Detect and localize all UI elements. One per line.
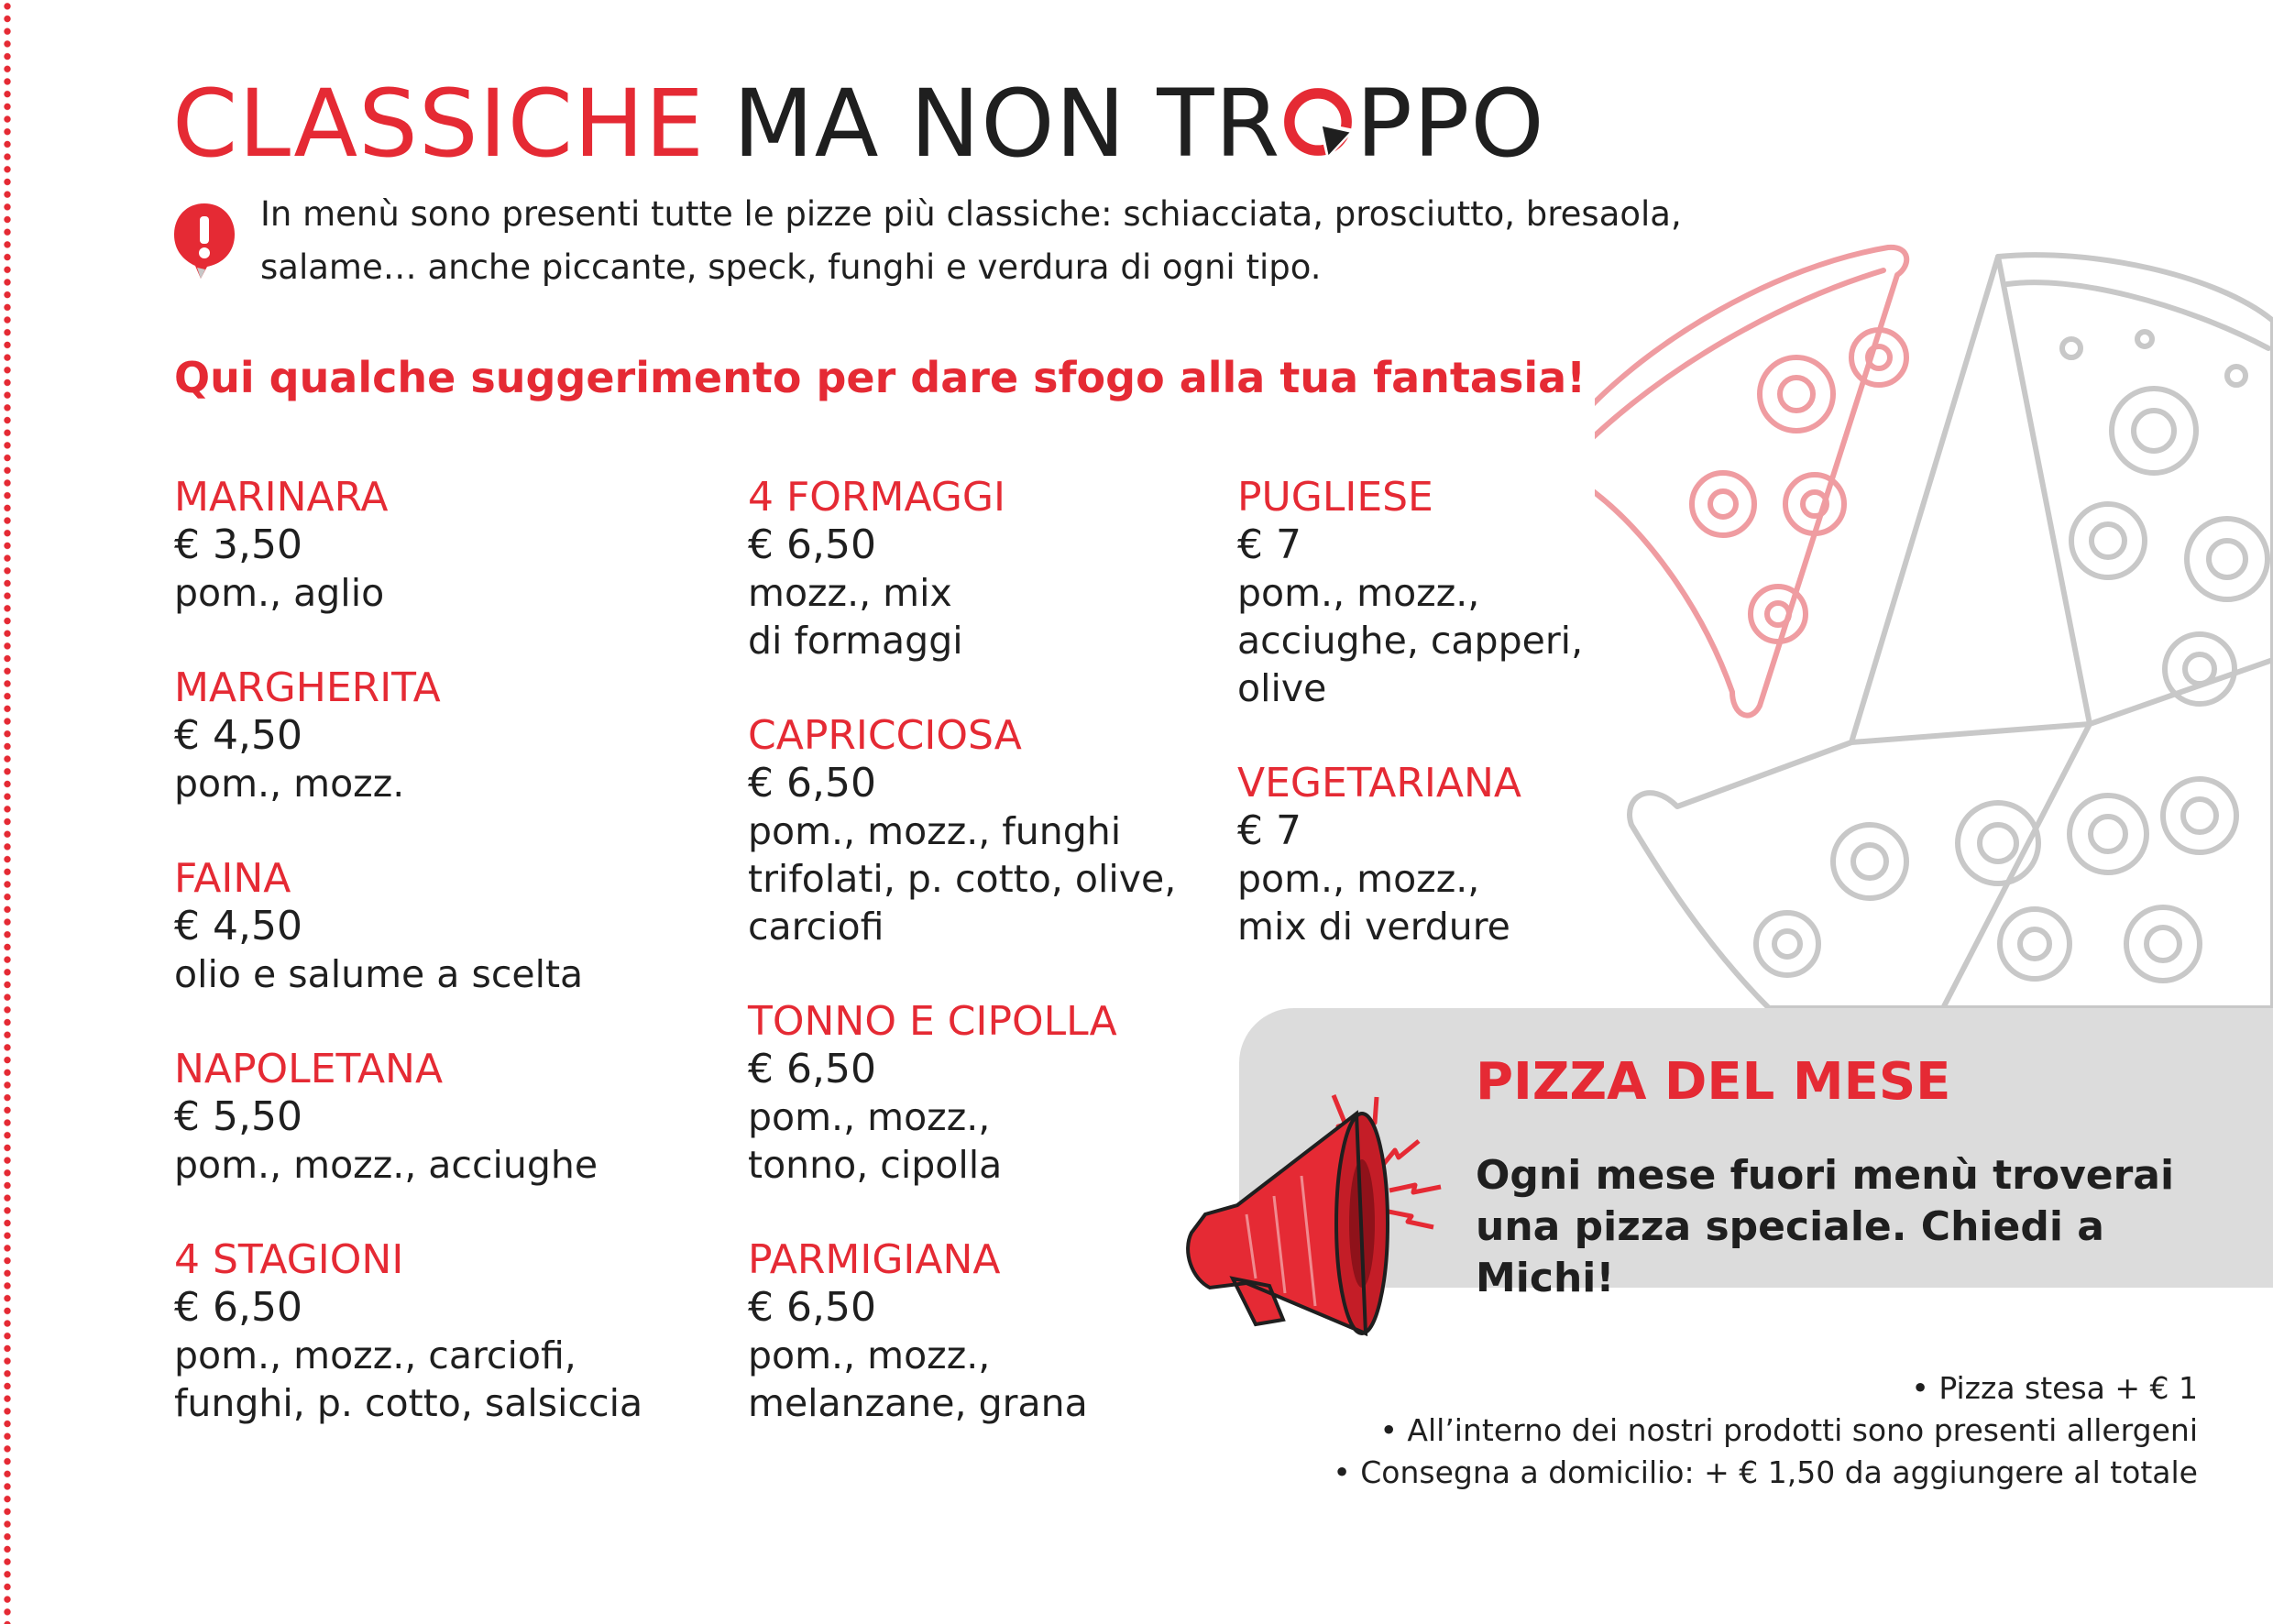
note-consegna: • Consegna a domicilio: + € 1,50 da aggiungere al totale <box>1333 1454 2198 1490</box>
pizza-price: € 6,50 <box>748 1284 876 1331</box>
pizza-name: FAINA <box>174 855 291 902</box>
pizza-ingredients: pom., mozz., melanzane, grana <box>748 1333 1088 1425</box>
pizza-name: TONNO E CIPOLLA <box>748 998 1117 1045</box>
pizza-item-margherita <box>174 664 642 807</box>
pizza-price: € 7 <box>1237 807 1301 854</box>
pizza-name: MARGHERITA <box>174 664 441 711</box>
pizza-item-marinara <box>174 474 642 617</box>
pizza-o-icon <box>1280 84 1356 159</box>
pizza-item-tonno-e-cipolla <box>748 998 1176 1189</box>
pizza-name: 4 FORMAGGI <box>748 474 1005 521</box>
pizza-column-3 <box>1237 474 1583 998</box>
pizza-ingredients: pom., mozz., acciughe <box>174 1143 598 1187</box>
pizza-del-mese-text: Ogni mese fuori menù troverai una pizza speciale. Chiedi a Michi! <box>1476 1152 2175 1301</box>
pizza-column-1 <box>174 474 642 1475</box>
pizza-item-4-formaggi <box>748 474 1176 664</box>
suggestion-heading: Qui qualche suggerimento per dare sfogo alla tua fantasia! <box>174 353 1587 402</box>
pizza-ingredients: pom., mozz., tonno, cipolla <box>748 1095 1003 1187</box>
pizza-name: CAPRICCIOSA <box>748 712 1022 759</box>
pizza-ingredients: pom., mozz., mix di verdure <box>1237 857 1510 949</box>
dotted-border <box>0 0 15 1624</box>
page-title <box>172 70 1545 179</box>
title-black-part-start: MA NON TR <box>732 70 1281 179</box>
pizza-name: NAPOLETANA <box>174 1046 444 1092</box>
intro-text: In menù sono presenti tutte le pizze più classiche: schiacciata, prosciutto, bresaola, salame… anche piccante, speck, funghi e verdura di ogni tipo. <box>260 194 1682 287</box>
pizza-price: € 7 <box>1237 521 1301 568</box>
pizza-ingredients: mozz., mix di formaggi <box>748 571 963 663</box>
pizza-price: € 6,50 <box>748 760 876 807</box>
pizza-item-faina <box>174 855 642 998</box>
pizza-ingredients: pom., mozz. <box>174 762 405 806</box>
pizza-ingredients: pom., mozz., carciofi, funghi, p. cotto, salsiccia <box>174 1333 643 1425</box>
pizza-item-4-stagioni <box>174 1236 642 1427</box>
pizza-column-2 <box>748 474 1176 1475</box>
megaphone-icon <box>1182 1059 1476 1343</box>
pizza-price: € 4,50 <box>174 903 302 949</box>
pizza-del-mese-title: PIZZA DEL MESE <box>1476 1052 1951 1112</box>
title-red-part: CLASSICHE <box>172 70 706 179</box>
pizza-ingredients: pom., aglio <box>174 571 385 615</box>
pizza-price: € 6,50 <box>174 1284 302 1331</box>
pizza-name: PARMIGIANA <box>748 1236 1001 1283</box>
pizza-name: 4 STAGIONI <box>174 1236 404 1283</box>
pizza-ingredients: pom., mozz., acciughe, capperi, olive <box>1237 571 1584 710</box>
title-black-part-end: PPO <box>1356 70 1545 179</box>
pizza-price: € 6,50 <box>748 521 876 568</box>
pizza-item-vegetariana <box>1237 760 1583 950</box>
alert-icon <box>170 200 238 284</box>
note-allergeni: • All’interno dei nostri prodotti sono presenti allergeni <box>1379 1412 2198 1448</box>
pizza-sketch-background <box>1595 229 2273 1017</box>
pizza-slice-icon <box>1595 247 1906 716</box>
pizza-name: VEGETARIANA <box>1237 760 1522 807</box>
pizza-name: PUGLIESE <box>1237 474 1433 521</box>
whole-pizza-icon <box>1630 255 2273 1008</box>
footer-notes <box>1333 1367 2198 1494</box>
pizza-name: MARINARA <box>174 474 389 521</box>
pizza-price: € 4,50 <box>174 712 302 759</box>
pizza-price: € 3,50 <box>174 521 302 568</box>
pizza-item-parmigiana <box>748 1236 1176 1427</box>
pizza-price: € 5,50 <box>174 1093 302 1140</box>
pizza-item-napoletana <box>174 1046 642 1189</box>
pizza-item-pugliese <box>1237 474 1583 712</box>
pizza-item-capricciosa <box>748 712 1176 950</box>
pizza-price: € 6,50 <box>748 1046 876 1092</box>
pizza-ingredients: pom., mozz., funghi trifolati, p. cotto, olive, carciofi <box>748 809 1177 949</box>
pizza-ingredients: olio e salume a scelta <box>174 952 584 996</box>
note-pizza-stesa: • Pizza stesa + € 1 <box>1911 1370 2198 1406</box>
